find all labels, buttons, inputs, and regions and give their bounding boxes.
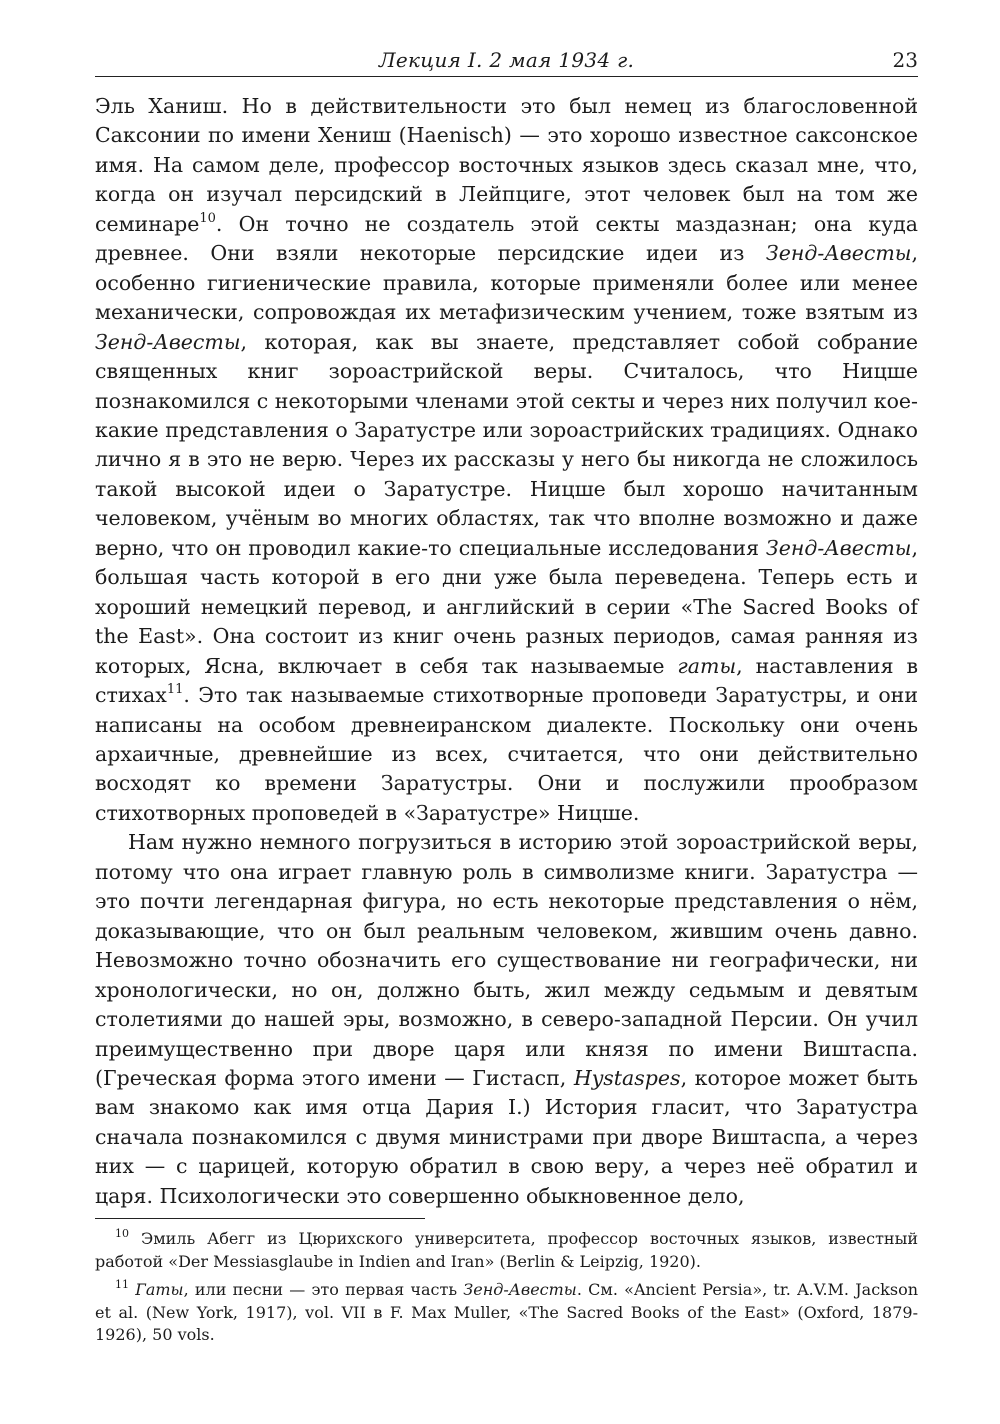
text-run: , которое может быть вам знакомо как имя отца Дария I.) История гласит, что Заратустра сначала познакомился с двумя министрами при дворе Виштаспа, а через них — с царицей, которую обратил в свою веру, а через неё обратил и царя. Психологически это совершенно обыкновенное дело, [95,1065,919,1208]
text-run: , которая, как вы знаете, представляет собой собрание священных книг зороастрийской веры. Считалось, что Ницше познакомился с некоторыми членами этой секты и через них получил кое-какие представления о Заратустре или зороастрийских традициях. Однако лично я в это не верю. Через их рассказы у него бы никогда не сложилось такой высокой идеи о Заратустре. Ницше был хорошо начитанным человеком, учёным во многих областях, так что вполне возможно и даже верно, что он проводил какие-то специальные исследования [95,329,918,560]
italic-text: Hystaspes [573,1065,681,1090]
main-text [95,92,918,1211]
footnote-divider [95,1218,425,1219]
footnote-ref: 10 [199,210,216,226]
paragraph [95,92,918,828]
text-run: Эль Ханиш. Но в действительности это был немец из благословенной Саксонии по имени Хениш (Haenisch) — это хорошо известное саксонское имя. На самом деле, профессор восточных языков здесь сказал мне, что, когда он изучал персидский в Лейпциге, этот человек был на том же семинаре [95,94,918,236]
footnote-ref: 11 [166,682,184,698]
italic-text: гаты [677,653,737,678]
page-header [95,46,918,77]
text-run: . Это так называемые стихотворные проповеди Заратустры, и они написаны на особом древнеиранском диалекте. Поскольку они очень архаичные, древнейшие из всех, считается, что они действительно восходят ко времени Заратустры. Они и послужили прообразом стихотворных проповедей в «Заратустре» Ницше. [95,683,918,825]
text-run: . Он точно не создатель этой секты маздазнан; она куда древнее. Они взяли некоторые персидские идеи из [95,211,918,266]
text-run: , большая часть которой в его дни уже была переведена. Теперь есть и хороший немецкий перевод, и английский в серии «The Sacred Books of the East». Она состоит из книг очень разных периодов, самая ранняя из которых, Ясна, включает в себя так называемые [95,535,918,678]
page-number: 23 [892,48,918,72]
italic-text: Зенд-Авесты [95,329,241,354]
footnote-ref: 10 [115,1226,129,1240]
italic-text: Гаты [135,1280,184,1299]
text-run: , наставления в стихах [95,653,918,708]
text-run: , или песни — это первая часть [183,1280,464,1299]
text-run: Нам нужно немного погрузиться в историю этой зороастрийской веры, потому что она играет главную роль в символизме книги. Заратустра — это почти легендарная фигура, но есть некоторые представления о нём, доказывающие, что он был реальным человеком, жившим очень давно. Невозможно точно обозначить его существование ни географически, ни хронологически, но он, должно быть, жил между седьмым и девятым столетиями до нашей эры, возможно, в северо-западной Персии. Он учил преимущественно при дворе царя или князя по имени Виштаспа. (Греческая форма этого имени — Гистасп, [95,830,918,1090]
text-run: Эмиль Абегг из Цюрихского университета, профессор восточных языков, известный работой «Der Messiasglaube in Indien and Iran» (Berlin & Leipzig, 1920). [95,1229,918,1271]
italic-text: Зенд-Авесты [765,535,912,560]
text-run: , особенно гигиенические правила, которые применяли более или менее механически, сопровождая их метафизическим учением, тоже взятым из [95,241,918,325]
paragraph [95,828,918,1211]
running-title: Лекция I. 2 мая 1934 г. [378,48,635,72]
footnotes [95,1228,918,1353]
italic-text: Зенд-Авесты [765,241,912,266]
footnote [95,1279,918,1347]
footnote-ref: 11 [115,1277,129,1291]
italic-text: Зенд-Авесты [463,1280,577,1299]
footnote [95,1228,918,1273]
text-run: . См. «Ancient Persia», tr. A.V.M. Jackson et al. (New York, 1917), vol. VII в F. Max Muller, «The Sacred Books of the East» (Oxford, 1879-1926), 50 vols. [95,1280,919,1344]
